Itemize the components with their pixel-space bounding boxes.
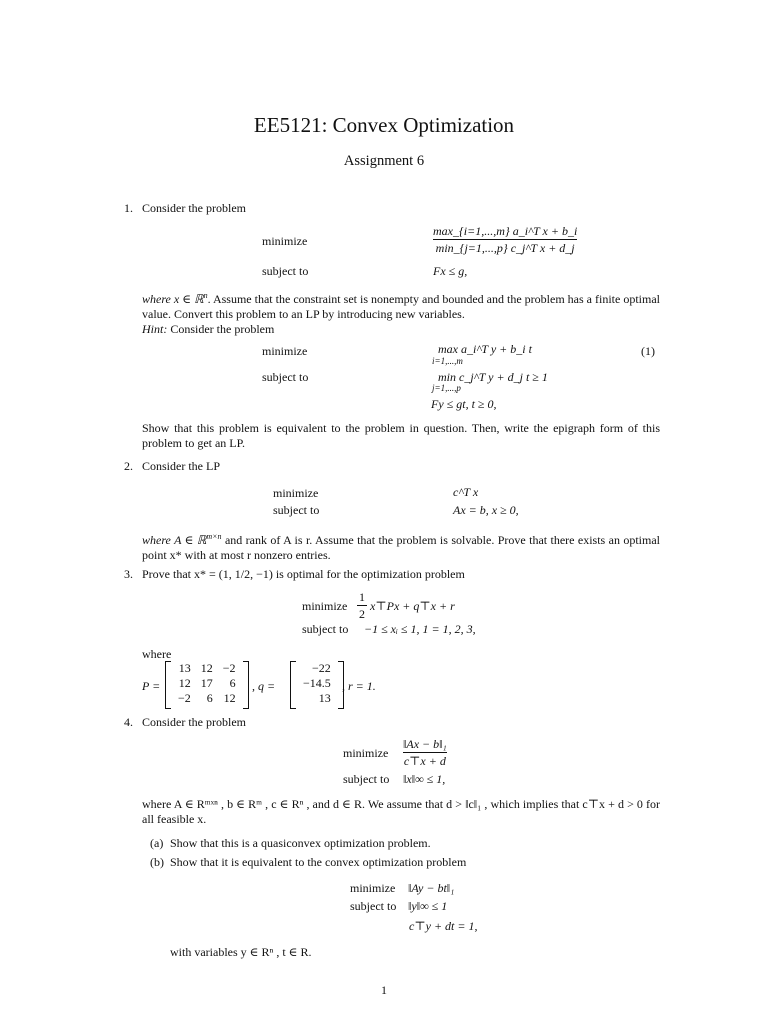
p4-subject-to-label: subject to [343,772,390,786]
P-cell: 12 [200,661,213,675]
problem-1-intro: Consider the problem [142,201,246,215]
q-cell: −22 [312,661,331,675]
matrix-left-bracket [290,661,296,709]
p4b-constraint-1: ‖y‖∞ ≤ 1 [408,899,448,913]
page-number: 1 [381,983,387,997]
p4b-subject-to-label: subject to [350,899,397,913]
q-vector-table [298,661,336,706]
p4-part-a-label: (a) [150,836,164,850]
P-row-3 [173,691,241,706]
p4-part-b-label: (b) [150,855,164,869]
matrix-right-bracket [243,661,249,709]
p4-objective-denominator: c⊤x + d [403,754,446,768]
P-cell: 12 [223,691,236,705]
P-matrix-label: P = [142,679,161,693]
p1-where-sup: n [203,291,208,300]
p3-where-label: where [142,647,172,661]
q-cell: 13 [318,691,331,705]
fraction-bar [403,752,447,753]
p1-objective-denominator: min_{j=1,...,p} c_j^T x + d_j [435,241,575,255]
p1-where-rest: . Assume that the constraint set is nonempty and bounded and the problem has a finite optimal value. Convert this problem to an LP by introducing new variables. [142,292,661,321]
problem-3-number: 3. [124,567,133,581]
q-vector [290,661,344,709]
p1-objective-fraction [433,224,577,255]
p4-objective-fraction [403,737,447,768]
p4-part-a-text: Show that this is a quasiconvex optimization problem. [170,836,431,850]
q-row-1 [298,661,336,676]
P-cell: 12 [178,676,191,690]
P-row-1 [173,661,241,676]
P-row-2 [173,676,241,691]
p2-minimize-label: minimize [273,486,319,500]
q-row-3 [298,691,336,706]
p1-hint-objective-subscript: i=1,...,m [432,356,463,366]
P-cell: 6 [206,691,213,705]
problem-4-number: 4. [124,715,133,729]
p4-minimize-label: minimize [343,746,389,760]
P-cell: 13 [178,661,191,675]
P-cell: 6 [229,676,236,690]
p4-paragraph: where A ∈ Rᵐˣⁿ , b ∈ Rᵐ , c ∈ Rⁿ , and d ∈ R. We assume that d > ‖c‖₁ , which implies that c⊤x + d > 0 for all feasible x. [142,797,660,826]
P-cell: −2 [178,691,191,705]
equation-number: (1) [641,344,655,358]
p4b-objective: ‖Ay − bt‖₁ [408,881,455,895]
p1-hint-constraint-1-subscript: j=1,...,p [432,383,461,393]
p1-where-paragraph [142,288,660,337]
p1-hint-subject-to-label: subject to [262,370,309,384]
p2-objective: c^T x [453,485,479,499]
q-cell: −14.5 [303,676,331,690]
p1-hint-minimize-label: minimize [262,344,308,358]
problem-3-intro: Prove that x* = (1, 1/2, −1) is optimal for the optimization problem [142,567,465,581]
problem-4-intro: Consider the problem [142,715,246,729]
document-title: EE5121: Convex Optimization [253,113,515,137]
p3-constraint: −1 ≤ xᵢ ≤ 1, 1 = 1, 2, 3, [364,622,476,636]
p3-half-numerator: 1 [359,590,365,604]
p1-subject-to-label: subject to [262,264,309,278]
P-matrix-table [173,661,241,706]
p3-half-fraction [357,590,367,621]
p1-objective-numerator: max_{i=1,...,m} a_i^T x + b_i [433,224,578,238]
P-cell: 17 [200,676,213,690]
p1-show-paragraph: Show that this problem is equivalent to the problem in question. Then, write the epigraph form of this problem to get an LP. [142,421,660,450]
p4-constraint: ‖x‖∞ ≤ 1, [403,772,446,786]
p1-hint-objective: max a_i^T y + b_i t [438,342,532,356]
fraction-bar [433,239,577,240]
p2-paragraph [142,529,660,563]
p4-objective-numerator: ‖Ax − b‖₁ [403,737,447,751]
fraction-bar [357,605,367,606]
p4b-minimize-label: minimize [350,881,396,895]
q-row-2 [298,676,336,691]
p3-half-denominator: 2 [359,607,365,621]
problem-2-number: 2. [124,459,133,473]
hint-label: Hint: [142,322,168,336]
p2-constraint: Ax = b, x ≥ 0, [453,503,519,517]
document-subtitle: Assignment 6 [343,153,425,169]
matrix-left-bracket [165,661,171,709]
q-vector-label: , q = [252,679,276,693]
P-cell: −2 [222,661,236,675]
p4b-constraint-2: c⊤y + dt = 1, [409,919,478,933]
p4-variables-line: with variables y ∈ Rⁿ , t ∈ R. [170,945,312,959]
r-value: , r = 1. [342,679,376,693]
p1-where-a: where x ∈ ℝ [142,292,204,306]
P-matrix [165,661,249,709]
p4-part-b-text: Show that it is equivalent to the convex optimization problem [170,855,467,869]
problem-1-number: 1. [124,201,133,215]
p1-hint-constraint-1: min c_j^T y + d_j t ≥ 1 [438,370,548,384]
p2-text-sup: m×n [206,532,222,541]
p1-hint-constraint-2: Fy ≤ gt, t ≥ 0, [431,397,497,411]
p2-subject-to-label: subject to [273,503,320,517]
p3-minimize-label: minimize [302,599,348,613]
p1-minimize-label: minimize [262,234,308,248]
p2-text-a: where A ∈ ℝ [142,533,207,547]
p3-subject-to-label: subject to [302,622,349,636]
hint-text: Consider the problem [167,322,275,336]
p2-text-c: and rank of A is r. Assume that the problem is solvable. Prove that there exists an optimal point x* with at most r nonzero entries. [142,533,661,562]
p3-objective: x⊤Px + q⊤x + r [370,599,455,613]
p1-constraint: Fx ≤ g, [433,264,468,278]
problem-2-intro: Consider the LP [142,459,220,473]
